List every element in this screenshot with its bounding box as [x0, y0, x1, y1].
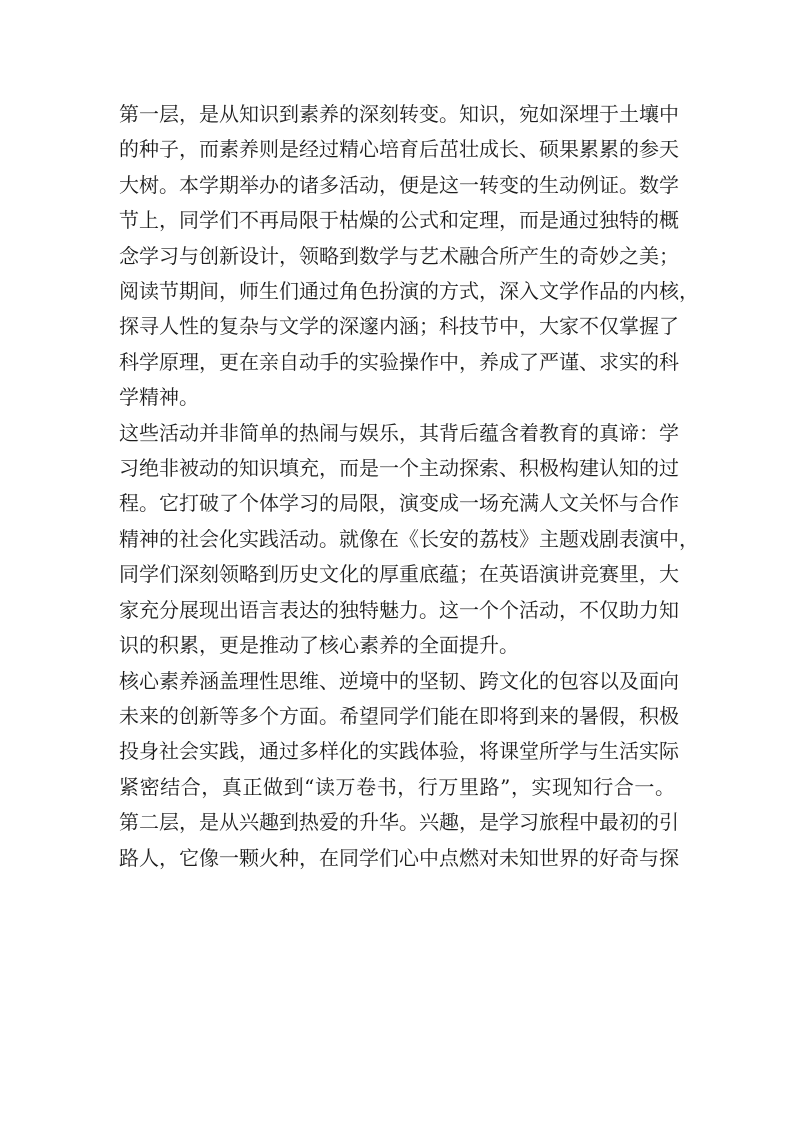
text-line: 科学原理，更在亲自动手的实验操作中，养成了严谨、求实的科: [119, 349, 679, 374]
text-line: 大树。本学期举办的诸多活动，便是这一转变的生动例证。数学: [119, 172, 679, 197]
paragraph-knowledge-to-literacy: [119, 97, 699, 416]
paragraph-activities-meaning: [119, 416, 699, 664]
text-line: 习绝非被动的知识填充，而是一个主动探索、积极构建认知的过: [119, 456, 679, 481]
text-line: 学精神。: [119, 385, 199, 410]
text-line: 核心素养涵盖理性思维、逆境中的坚韧、跨文化的包容以及面向: [119, 668, 679, 693]
text-line: 路人，它像一颗火种，在同学们心中点燃对未知世界的好奇与探: [119, 845, 679, 870]
text-line: 节上，同学们不再局限于枯燥的公式和定理，而是通过独特的概: [119, 208, 679, 233]
text-line: 识的积累，更是推动了核心素养的全面提升。: [119, 633, 519, 658]
text-line: 未来的创新等多个方面。希望同学们能在即将到来的暑假，积极: [119, 703, 679, 728]
document-body: [119, 97, 699, 876]
text-line: 第二层，是从兴趣到热爱的升华。兴趣，是学习旅程中最初的引: [119, 810, 679, 835]
text-line: 家充分展现出语言表达的独特魅力。这一个个活动，不仅助力知: [119, 597, 679, 622]
text-line: 探寻人性的复杂与文学的深邃内涵；科技节中，大家不仅掌握了: [119, 314, 679, 339]
text-line: 的种子，而素养则是经过精心培育后茁壮成长、硕果累累的参天: [119, 137, 679, 162]
text-line: 程。它打破了个体学习的局限，演变成一场充满人文关怀与合作: [119, 491, 679, 516]
text-line: 精神的社会化实践活动。就像在《长安的荔枝》主题戏剧表演中，: [119, 526, 699, 551]
text-line: 这些活动并非简单的热闹与娱乐，其背后蕴含着教育的真谛：学: [119, 420, 679, 445]
text-line: 同学们深刻领略到历史文化的厚重底蕴；在英语演讲竞赛里，大: [119, 562, 679, 587]
text-line: 阅读节期间，师生们通过角色扮演的方式，深入文学作品的内核，: [119, 279, 699, 304]
text-line: 第一层，是从知识到素养的深刻转变。知识，宛如深埋于土壤中: [119, 102, 679, 126]
paragraph-interest-to-passion: [119, 805, 679, 876]
text-line: 紧密结合，真正做到“读万卷书，行万里路”，实现知行合一。: [119, 774, 675, 799]
text-line: 投身社会实践，通过多样化的实践体验，将课堂所学与生活实际: [119, 739, 679, 764]
text-line: 念学习与创新设计，领略到数学与艺术融合所产生的奇妙之美；: [119, 243, 679, 268]
paragraph-core-literacy: [119, 664, 679, 806]
